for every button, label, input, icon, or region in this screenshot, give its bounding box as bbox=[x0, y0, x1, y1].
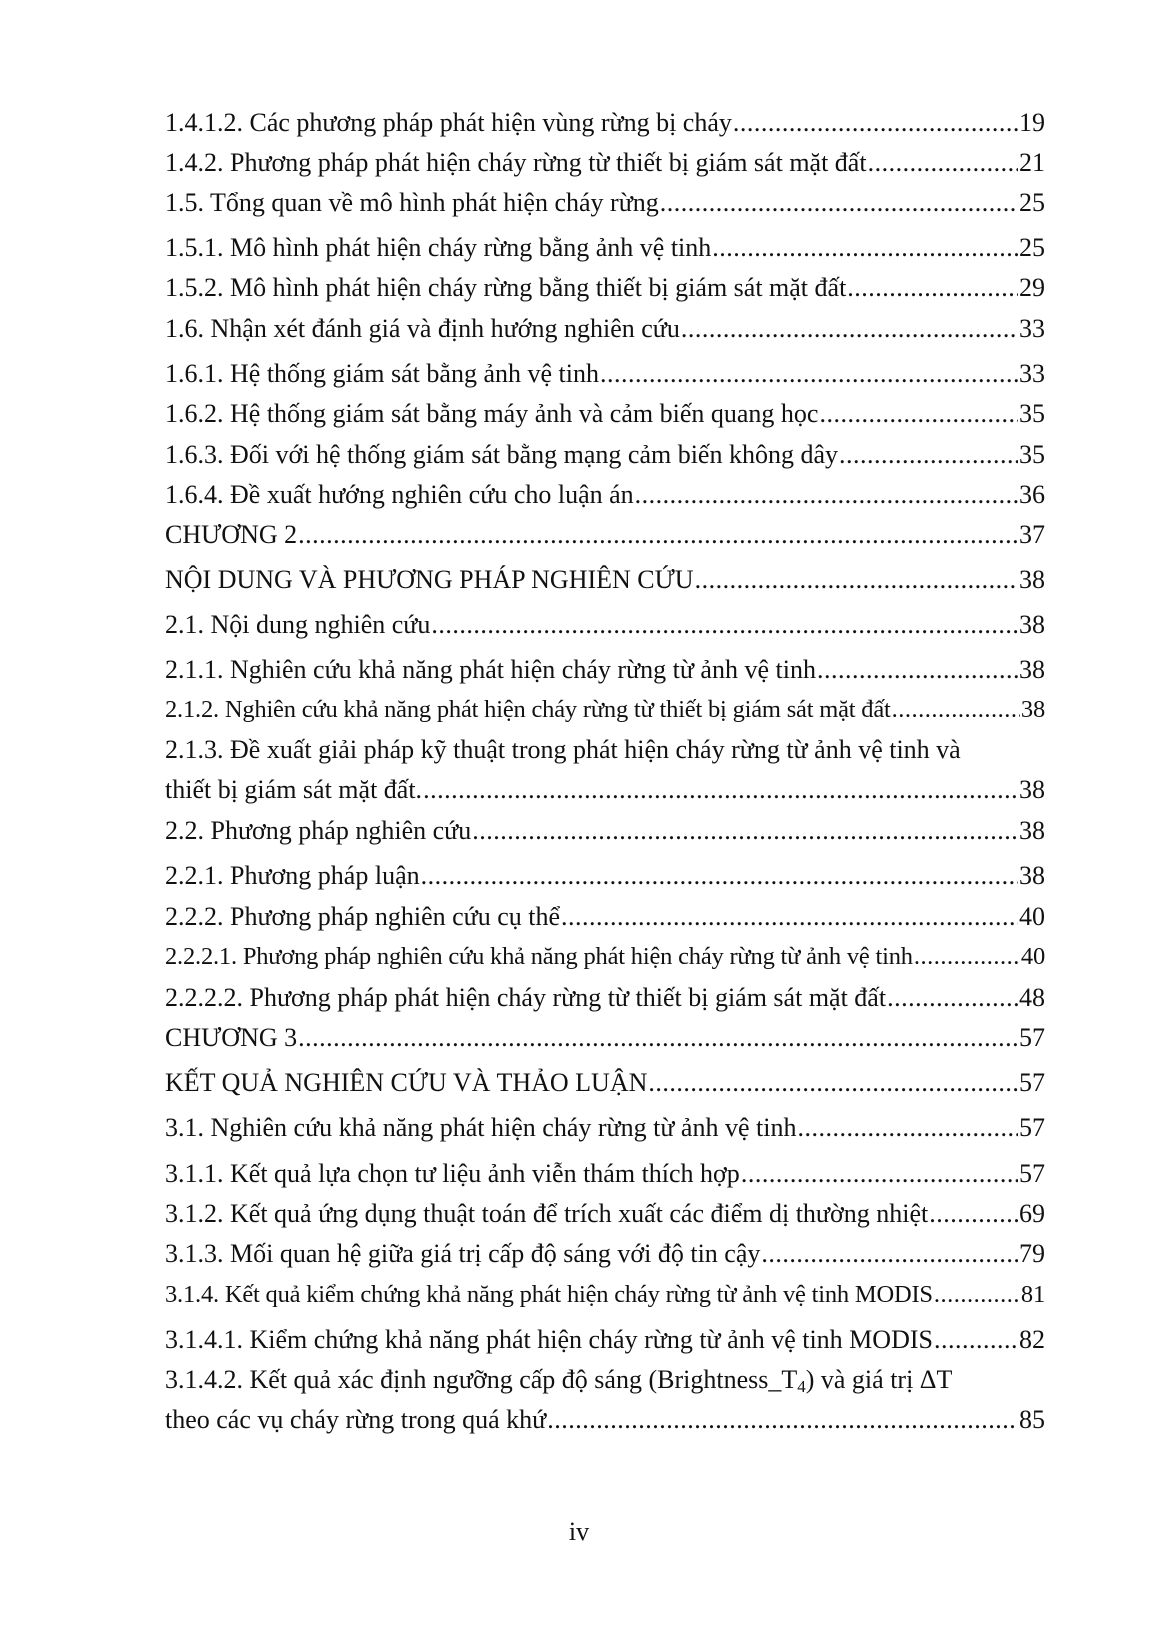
toc-entry-title: NỘI DUNG VÀ PHƯƠNG PHÁP NGHIÊN CỨU bbox=[165, 565, 694, 594]
toc-entry-page: 29 bbox=[1019, 273, 1045, 302]
toc-entry[interactable] bbox=[165, 730, 1045, 810]
dot-leader bbox=[797, 1108, 1018, 1148]
toc-entry[interactable] bbox=[165, 309, 1045, 349]
toc-entry-title: 1.6. Nhận xét đánh giá và định hướng nghiên cứu bbox=[165, 314, 680, 343]
toc-entry-title: 1.6.2. Hệ thống giám sát bằng máy ảnh và cảm biến quang học bbox=[165, 399, 819, 428]
toc-entry-title: 1.4.2. Phương pháp phát hiện cháy rừng từ thiết bị giám sát mặt đất bbox=[165, 148, 867, 177]
toc-entry[interactable] bbox=[165, 560, 1045, 600]
subscript: 4 bbox=[797, 1377, 806, 1396]
toc-entry-page: 38 bbox=[1020, 696, 1045, 723]
toc-entry-title: 3.1.2. Kết quả ứng dụng thuật toán để trích xuất các điểm dị thường nhiệt bbox=[165, 1199, 929, 1228]
toc-entry[interactable] bbox=[165, 605, 1045, 645]
toc-entry-page: 38 bbox=[1019, 610, 1045, 639]
toc-entry-title: 2.2. Phương pháp nghiên cứu bbox=[165, 816, 472, 845]
toc-entry[interactable] bbox=[165, 690, 1045, 730]
toc-entry[interactable] bbox=[165, 978, 1045, 1018]
toc-entry-title: KẾT QUẢ NGHIÊN CỨU VÀ THẢO LUẬN bbox=[165, 1068, 648, 1097]
toc-entry-title: CHƯƠNG 2 bbox=[165, 520, 298, 549]
toc-entry-page: 35 bbox=[1019, 440, 1045, 469]
dot-leader bbox=[819, 394, 1018, 434]
dot-leader bbox=[298, 515, 1018, 555]
dot-leader bbox=[847, 268, 1018, 308]
toc-entry-title: 2.1.1. Nghiên cứu khả năng phát hiện cháy rừng từ ảnh vệ tinh bbox=[165, 655, 816, 684]
toc-entry-title: CHƯƠNG 3 bbox=[165, 1023, 298, 1052]
toc-entry[interactable] bbox=[165, 1360, 1045, 1440]
toc-entry-page: 38 bbox=[1019, 861, 1045, 890]
toc-entry-page: 33 bbox=[1019, 359, 1045, 388]
dot-leader bbox=[421, 856, 1018, 896]
toc-entry-page: 38 bbox=[1019, 816, 1045, 845]
toc-entry-title: 1.5. Tổng quan về mô hình phát hiện cháy rừng bbox=[165, 188, 659, 217]
toc-entry[interactable] bbox=[165, 228, 1045, 268]
toc-entry-page: 57 bbox=[1019, 1113, 1045, 1142]
toc-entry[interactable] bbox=[165, 394, 1045, 434]
toc-entry-title: 1.4.1.2. Các phương pháp phát hiện vùng rừng bị cháy bbox=[165, 108, 732, 137]
toc-entry-title: 3.1.1. Kết quả lựa chọn tư liệu ảnh viễn thám thích hợp bbox=[165, 1159, 740, 1188]
toc-entry[interactable] bbox=[165, 1194, 1045, 1234]
dot-leader bbox=[635, 475, 1018, 515]
toc-entry[interactable] bbox=[165, 268, 1045, 308]
dot-leader bbox=[914, 937, 1020, 977]
toc-entry-page: 38 bbox=[1019, 655, 1045, 684]
toc-entry-title: 1.6.1. Hệ thống giám sát bằng ảnh vệ tinh bbox=[165, 359, 599, 388]
toc-entry-title: 3.1.4.1. Kiểm chứng khả năng phát hiện cháy rừng từ ảnh vệ tinh MODIS bbox=[165, 1325, 933, 1354]
toc-entry-title: 1.6.4. Đề xuất hướng nghiên cứu cho luận án bbox=[165, 480, 634, 509]
toc-entry-title-line2: thiết bị giám sát mặt đất. bbox=[165, 775, 423, 804]
toc-entry-page: 35 bbox=[1019, 399, 1045, 428]
toc-entry-title: 2.2.2. Phương pháp nghiên cứu cụ thể bbox=[165, 902, 561, 931]
dot-leader bbox=[547, 1400, 1018, 1440]
toc-entry-page: 19 bbox=[1019, 108, 1045, 137]
toc-entry-page: 57 bbox=[1019, 1023, 1045, 1052]
toc-entry-title-line1: 3.1.4.2. Kết quả xác định ngưỡng cấp độ sáng $(Brightness\_T_4)$ và giá trị ΔT bbox=[165, 1365, 953, 1396]
toc-entry-page: 57 bbox=[1019, 1068, 1045, 1097]
toc-entry-page: 21 bbox=[1019, 148, 1045, 177]
toc-entry[interactable] bbox=[165, 143, 1045, 183]
toc-entry-title: 2.2.1. Phương pháp luận bbox=[165, 861, 420, 890]
toc-entry[interactable] bbox=[165, 811, 1045, 851]
toc-entry-page: 57 bbox=[1019, 1159, 1045, 1188]
toc-entry[interactable] bbox=[165, 1108, 1045, 1148]
toc-entry-title: 3.1.4. Kết quả kiểm chứng khả năng phát hiện cháy rừng từ ảnh vệ tinh MODIS bbox=[165, 1281, 933, 1308]
toc-entry-page: 79 bbox=[1019, 1239, 1045, 1268]
toc-entry[interactable] bbox=[165, 650, 1045, 690]
toc-entry-page: 36 bbox=[1019, 480, 1045, 509]
toc-entry-page: 82 bbox=[1019, 1325, 1045, 1354]
dot-leader bbox=[839, 435, 1018, 475]
toc-entry[interactable] bbox=[165, 1234, 1045, 1274]
dot-leader bbox=[472, 811, 1018, 851]
toc-entry-page: 85 bbox=[1019, 1405, 1045, 1434]
toc-entry-page: 40 bbox=[1019, 902, 1045, 931]
toc-entry[interactable] bbox=[165, 1063, 1045, 1103]
toc-entry-title: 1.6.3. Đối với hệ thống giám sát bằng mạng cảm biến không dây bbox=[165, 440, 839, 469]
toc-entry-page: 69 bbox=[1019, 1199, 1045, 1228]
dot-leader bbox=[934, 1275, 1020, 1315]
dot-leader bbox=[887, 978, 1018, 1018]
dot-leader bbox=[600, 354, 1018, 394]
toc-entry-page: 40 bbox=[1020, 943, 1045, 970]
dot-leader bbox=[929, 1194, 1018, 1234]
toc-entry-page: 38 bbox=[1019, 565, 1045, 594]
toc-entry-title-line1: 2.1.3. Đề xuất giải pháp kỹ thuật trong phát hiện cháy rừng từ ảnh vệ tinh và bbox=[165, 735, 961, 764]
toc-entry[interactable] bbox=[165, 897, 1045, 937]
toc-entry-page: 48 bbox=[1019, 983, 1045, 1012]
toc-entry-title-line2: theo các vụ cháy rừng trong quá khứ bbox=[165, 1405, 547, 1434]
toc-entry[interactable] bbox=[165, 354, 1045, 394]
toc-entry[interactable] bbox=[165, 1018, 1045, 1058]
toc-entry-page: 33 bbox=[1019, 314, 1045, 343]
toc-entry-page: 25 bbox=[1019, 233, 1045, 262]
dot-leader bbox=[934, 1320, 1018, 1360]
dot-leader bbox=[660, 183, 1018, 223]
toc-entry-page: 37 bbox=[1019, 520, 1045, 549]
toc-entry-page: 25 bbox=[1019, 188, 1045, 217]
dot-leader bbox=[868, 143, 1018, 183]
toc-entry-page: 81 bbox=[1020, 1281, 1045, 1308]
toc-entry-title: 3.1.3. Mối quan hệ giữa giá trị cấp độ sáng với độ tin cậy bbox=[165, 1239, 761, 1268]
toc-entry[interactable] bbox=[165, 937, 1045, 977]
dot-leader bbox=[423, 770, 1018, 810]
toc-entry[interactable] bbox=[165, 435, 1045, 475]
toc-entry-title: 2.2.2.1. Phương pháp nghiên cứu khả năng phát hiện cháy rừng từ ảnh vệ tinh bbox=[165, 943, 913, 970]
dot-leader bbox=[761, 1234, 1018, 1274]
dot-leader bbox=[741, 1154, 1018, 1194]
toc-entry[interactable] bbox=[165, 1275, 1045, 1315]
toc-entry[interactable] bbox=[165, 856, 1045, 896]
dot-leader bbox=[695, 560, 1018, 600]
dot-leader bbox=[817, 650, 1018, 690]
toc-entry-title: 3.1. Nghiên cứu khả năng phát hiện cháy rừng từ ảnh vệ tinh bbox=[165, 1113, 797, 1142]
toc-entry[interactable] bbox=[165, 1320, 1045, 1360]
dot-leader bbox=[561, 897, 1018, 937]
toc-entry[interactable] bbox=[165, 183, 1045, 223]
toc-entry[interactable] bbox=[165, 103, 1045, 143]
toc-entry-title: 2.2.2.2. Phương pháp phát hiện cháy rừng từ thiết bị giám sát mặt đất bbox=[165, 983, 887, 1012]
toc-entry-page: 38 bbox=[1019, 775, 1045, 804]
dot-leader bbox=[648, 1063, 1018, 1103]
page-number: iv bbox=[568, 1517, 590, 1546]
dot-leader bbox=[733, 103, 1018, 143]
dot-leader bbox=[712, 228, 1018, 268]
toc-entry[interactable] bbox=[165, 1154, 1045, 1194]
dot-leader bbox=[681, 309, 1018, 349]
toc-entry-title: 1.5.2. Mô hình phát hiện cháy rừng bằng thiết bị giám sát mặt đất bbox=[165, 273, 847, 302]
dot-leader bbox=[431, 605, 1018, 645]
toc-entry[interactable] bbox=[165, 475, 1045, 515]
toc-entry-title: 2.1. Nội dung nghiên cứu bbox=[165, 610, 431, 639]
toc-entry-title: 1.5.1. Mô hình phát hiện cháy rừng bằng ảnh vệ tinh bbox=[165, 233, 712, 262]
dot-leader bbox=[298, 1018, 1018, 1058]
dot-leader bbox=[892, 690, 1020, 730]
toc-entry-title: 2.1.2. Nghiên cứu khả năng phát hiện cháy rừng từ thiết bị giám sát mặt đất bbox=[165, 696, 891, 723]
toc-entry[interactable] bbox=[165, 515, 1045, 555]
